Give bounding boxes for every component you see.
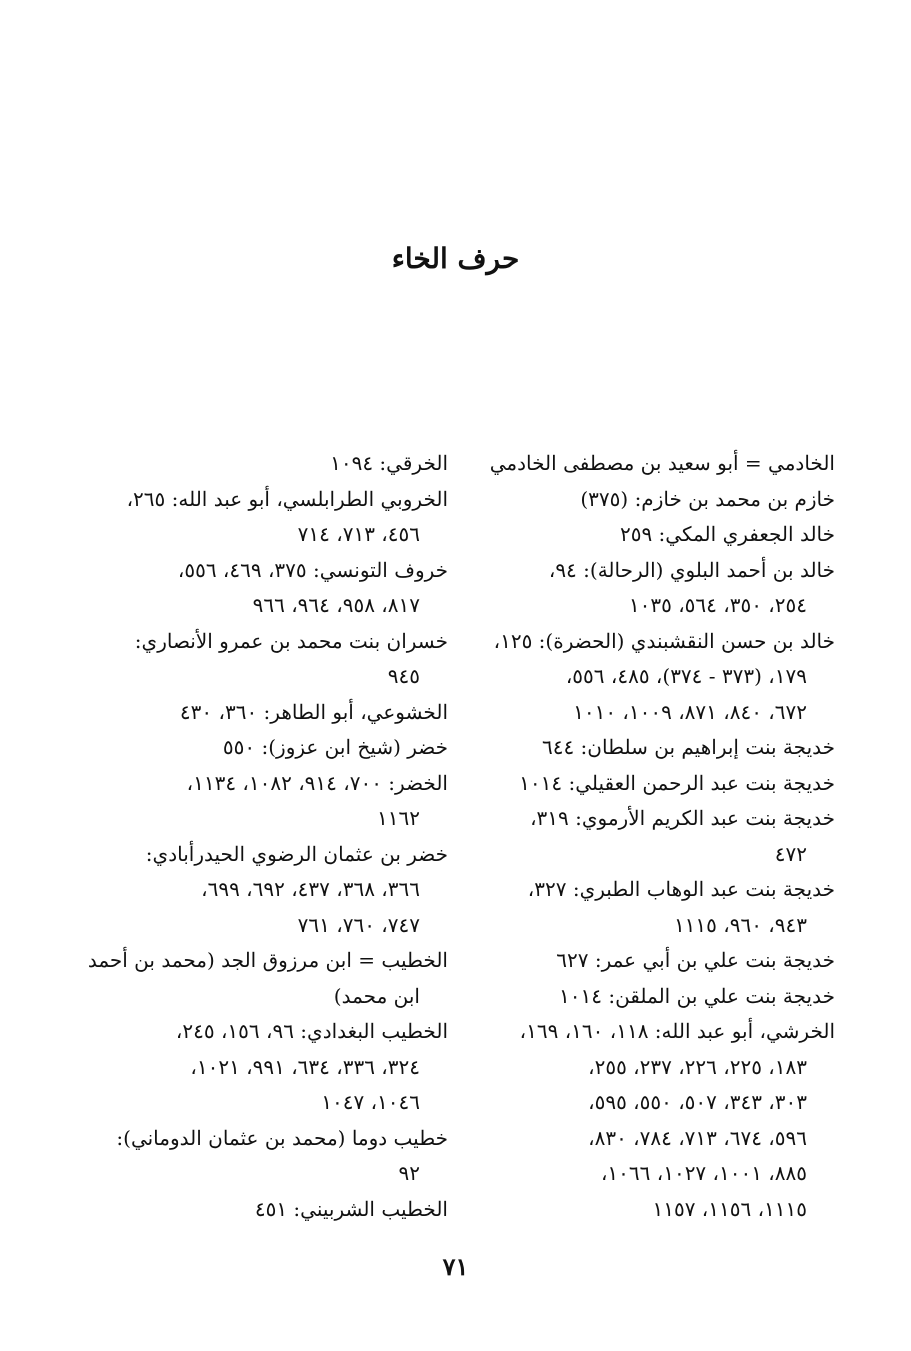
index-entry — [465, 801, 835, 872]
index-entry — [87, 943, 448, 1014]
index-entry — [465, 943, 835, 979]
index-entry — [100, 624, 448, 695]
index-entry — [465, 872, 835, 943]
index-entry — [100, 1121, 448, 1192]
entry-continuation-line: ٣٢٤، ٣٣٦، ٦٣٤، ٩٩١، ١٠٢١، — [190, 1054, 420, 1079]
entry-line: خطيب دوما (محمد بن عثمان الدوماني): — [116, 1125, 448, 1150]
entry-line: خازم بن محمد بن خازم: (٣٧٥) — [580, 486, 835, 511]
page-number: ٧١ — [442, 1252, 469, 1281]
entry-line: خديجة بنت عبد الكريم الأرموي: ٣١٩، — [530, 806, 835, 830]
index-entry — [465, 1014, 835, 1227]
index-entry — [100, 766, 448, 837]
entry-line: الخطيب البغدادي: ٩٦، ١٥٦، ٢٤٥، — [175, 1019, 448, 1043]
entry-continuation-line: ١١٦٢ — [377, 806, 420, 830]
index-entry — [100, 730, 448, 766]
index-entry — [100, 837, 448, 944]
index-entry — [465, 553, 835, 624]
entry-line: خالد الجعفري المكي: ٢٥٩ — [619, 522, 835, 546]
entry-line: خروف التونسي: ٣٧٥، ٤٦٩، ٥٥٦، — [177, 557, 448, 582]
entry-continuation-line: ٩٤٣، ٩٦٠، ١١١٥ — [673, 912, 807, 937]
entry-line: الخادمي = أبو سعيد بن مصطفى الخادمي — [489, 451, 835, 475]
entry-line: خديجة بنت عبد الرحمن العقيلي: ١٠١٤ — [519, 770, 835, 795]
entry-continuation-line: ٣٠٣، ٣٤٣، ٥٠٧، ٥٥٠، ٥٩٥، — [588, 1090, 807, 1114]
entry-continuation-line: ٢٥٤، ٣٥٠، ٥٦٤، ١٠٣٥ — [628, 593, 807, 617]
section-heading: حرف الخاء — [391, 242, 520, 275]
entry-line: خديجة بنت علي بن أبي عمر: ٦٢٧ — [556, 948, 835, 972]
entry-continuation-line: ٤٧٢ — [774, 841, 807, 866]
index-entry — [100, 553, 448, 624]
entry-continuation-line: ابن محمد) — [333, 983, 420, 1008]
entry-continuation-line: ٥٩٦، ٦٧٤، ٧١٣، ٧٨٤، ٨٣٠، — [588, 1125, 807, 1150]
entry-line: الخروبي الطرابلسي، أبو عبد الله: ٢٦٥، — [126, 486, 448, 511]
entry-line: الخرشي، أبو عبد الله: ١١٨، ١٦٠، ١٦٩، — [519, 1019, 835, 1043]
index-entry — [465, 624, 835, 731]
index-entry — [465, 979, 835, 1015]
entry-continuation-line: ١٧٩، (٣٧٣ - ٣٧٤)، ٤٨٥، ٥٥٦، — [565, 664, 807, 688]
entry-line: الخرقي: ١٠٩٤ — [330, 451, 448, 475]
entry-line: خضر بن عثمان الرضوي الحيدرأبادي: — [145, 841, 448, 866]
entry-line: الخشوعي، أبو الطاهر: ٣٦٠، ٤٣٠ — [179, 699, 448, 724]
entry-continuation-line: ٩٢ — [398, 1161, 420, 1185]
entry-continuation-line: ٨١٧، ٩٥٨، ٩٦٤، ٩٦٦ — [252, 593, 420, 617]
entry-line: خسران بنت محمد بن عمرو الأنصاري: — [134, 628, 448, 653]
entry-line: خضر (شيخ ابن عزوز): ٥٥٠ — [222, 735, 448, 759]
index-entry — [100, 1014, 448, 1121]
entry-continuation-line: ١٠٤٦، ١٠٤٧ — [321, 1090, 420, 1114]
entry-continuation-line: ٣٦٦، ٣٦٨، ٤٣٧، ٦٩٢، ٦٩٩، — [201, 877, 420, 901]
index-entry — [465, 446, 835, 482]
index-column-left — [87, 446, 448, 1227]
index-entry — [100, 482, 448, 553]
entry-continuation-line: ٦٧٢، ٨٤٠، ٨٧١، ١٠٠٩، ١٠١٠ — [573, 699, 807, 724]
entry-continuation-line: ٩٤٥ — [387, 664, 420, 688]
entry-line: خديجة بنت إبراهيم بن سلطان: ٦٤٤ — [541, 735, 835, 759]
index-entry — [465, 766, 835, 802]
index-entry — [465, 482, 835, 518]
index-entry — [100, 695, 448, 731]
entry-continuation-line: ١١١٥، ١١٥٦، ١١٥٧ — [652, 1196, 807, 1221]
index-entry — [100, 1192, 448, 1228]
entry-continuation-line: ٧٤٧، ٧٦٠، ٧٦١ — [297, 912, 420, 937]
entry-line: الخطيب الشربيني: ٤٥١ — [254, 1196, 448, 1221]
entry-continuation-line: ٨٨٥، ١٠٠١، ١٠٢٧، ١٠٦٦، — [600, 1161, 807, 1185]
entry-line: خديجة بنت علي بن الملقن: ١٠١٤ — [559, 983, 835, 1008]
entry-line: الخطيب = ابن مرزوق الجد (محمد بن أحمد — [87, 948, 448, 972]
entry-line: خالد بن أحمد البلوي (الرحالة): ٩٤، — [548, 557, 835, 582]
entry-line: الخضر: ٧٠٠، ٩١٤، ١٠٨٢، ١١٣٤، — [186, 770, 448, 795]
index-entry — [100, 446, 448, 482]
entry-line: خالد بن حسن النقشبندي (الحضرة): ١٢٥، — [493, 628, 835, 653]
index-entry — [465, 517, 835, 553]
entry-continuation-line: ٤٥٦، ٧١٣، ٧١٤ — [297, 522, 420, 546]
index-column-right — [465, 446, 835, 1227]
entry-continuation-line: ١٨٣، ٢٢٥، ٢٢٦، ٢٣٧، ٢٥٥، — [588, 1054, 807, 1079]
entry-line: خديجة بنت عبد الوهاب الطبري: ٣٢٧، — [527, 877, 835, 901]
index-entry — [465, 730, 835, 766]
